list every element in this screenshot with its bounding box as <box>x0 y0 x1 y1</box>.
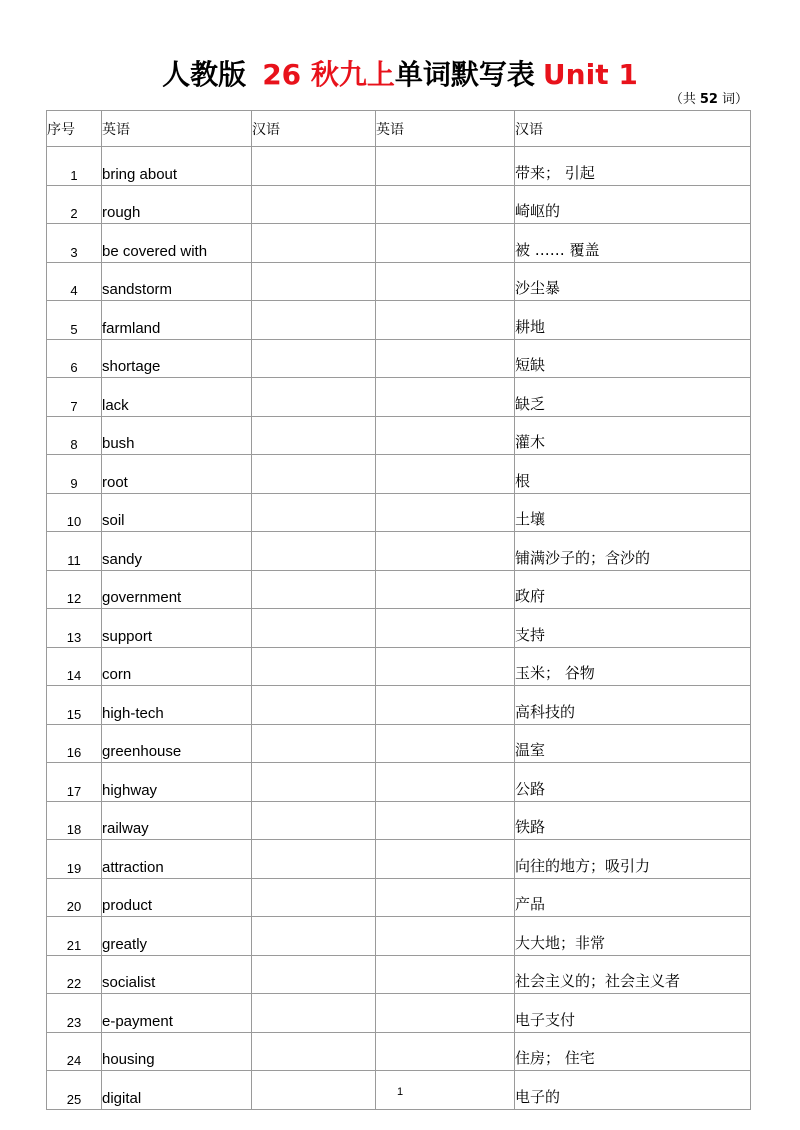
english-answer-blank[interactable] <box>376 570 515 609</box>
title-main: 单词默写表 <box>394 58 535 91</box>
title-unit: Unit 1 <box>542 58 638 91</box>
english-answer-blank[interactable] <box>376 532 515 571</box>
chinese-answer-blank[interactable] <box>252 339 376 378</box>
table-row <box>47 801 751 840</box>
table-row <box>47 724 751 763</box>
word-count-close: 词） <box>721 92 748 107</box>
chinese-answer-blank[interactable] <box>252 493 376 532</box>
row-number: 12 <box>47 570 102 609</box>
english-word: sandstorm <box>102 262 252 301</box>
chinese-answer-blank[interactable] <box>252 455 376 494</box>
word-count-open: （共 <box>669 92 696 107</box>
row-number: 23 <box>47 994 102 1033</box>
table-row <box>47 1032 751 1071</box>
vocabulary-table <box>46 110 751 1110</box>
english-word: railway <box>102 801 252 840</box>
chinese-meaning: 社会主义的；社会主义者 <box>515 955 751 994</box>
table-row <box>47 339 751 378</box>
english-answer-blank[interactable] <box>376 647 515 686</box>
english-answer-blank[interactable] <box>376 763 515 802</box>
word-count <box>670 92 748 108</box>
row-number: 16 <box>47 724 102 763</box>
header-english-blank: 英语 <box>376 111 515 147</box>
english-word: lack <box>102 378 252 417</box>
row-number: 5 <box>47 301 102 340</box>
table-row <box>47 493 751 532</box>
table-row <box>47 262 751 301</box>
row-number: 13 <box>47 609 102 648</box>
row-number: 24 <box>47 1032 102 1071</box>
row-number: 3 <box>47 224 102 263</box>
english-word: support <box>102 609 252 648</box>
title-highlight: 26 秋九上 <box>262 58 395 91</box>
row-number: 20 <box>47 878 102 917</box>
row-number: 15 <box>47 686 102 725</box>
chinese-meaning: 根 <box>515 455 751 494</box>
chinese-answer-blank[interactable] <box>252 570 376 609</box>
row-number: 8 <box>47 416 102 455</box>
chinese-answer-blank[interactable] <box>252 224 376 263</box>
chinese-answer-blank[interactable] <box>252 878 376 917</box>
chinese-answer-blank[interactable] <box>252 686 376 725</box>
chinese-answer-blank[interactable] <box>252 416 376 455</box>
chinese-meaning: 土壤 <box>515 493 751 532</box>
english-answer-blank[interactable] <box>376 724 515 763</box>
header-number: 序号 <box>47 111 102 147</box>
english-word: bush <box>102 416 252 455</box>
chinese-answer-blank[interactable] <box>252 994 376 1033</box>
row-number: 18 <box>47 801 102 840</box>
chinese-meaning: 电子的 <box>515 1071 751 1110</box>
chinese-answer-blank[interactable] <box>252 378 376 417</box>
english-word: farmland <box>102 301 252 340</box>
table-row <box>47 532 751 571</box>
row-number: 9 <box>47 455 102 494</box>
row-number: 21 <box>47 917 102 956</box>
english-answer-blank[interactable] <box>376 840 515 879</box>
page-number: 1 <box>396 1086 404 1098</box>
chinese-answer-blank[interactable] <box>252 262 376 301</box>
english-answer-blank[interactable] <box>376 301 515 340</box>
chinese-meaning: 大大地；非常 <box>515 917 751 956</box>
english-word: be covered with <box>102 224 252 263</box>
header-chinese: 汉语 <box>515 111 751 147</box>
chinese-meaning: 被 …… 覆盖 <box>515 224 751 263</box>
english-word: high-tech <box>102 686 252 725</box>
row-number: 7 <box>47 378 102 417</box>
chinese-answer-blank[interactable] <box>252 955 376 994</box>
english-word: soil <box>102 493 252 532</box>
row-number: 25 <box>47 1071 102 1110</box>
chinese-answer-blank[interactable] <box>252 1032 376 1071</box>
table-row <box>47 840 751 879</box>
table-row <box>47 955 751 994</box>
row-number: 22 <box>47 955 102 994</box>
chinese-meaning: 带来； 引起 <box>515 147 751 186</box>
table-row <box>47 917 751 956</box>
page-title <box>0 55 800 95</box>
chinese-meaning: 沙尘暴 <box>515 262 751 301</box>
table-row <box>47 609 751 648</box>
chinese-meaning: 政府 <box>515 570 751 609</box>
chinese-meaning: 铁路 <box>515 801 751 840</box>
chinese-meaning: 高科技的 <box>515 686 751 725</box>
chinese-answer-blank[interactable] <box>252 532 376 571</box>
english-word: greatly <box>102 917 252 956</box>
table-row <box>47 686 751 725</box>
english-answer-blank[interactable] <box>376 185 515 224</box>
row-number: 6 <box>47 339 102 378</box>
title-prefix: 人教版 <box>162 58 247 91</box>
row-number: 2 <box>47 185 102 224</box>
table-row <box>47 878 751 917</box>
chinese-answer-blank[interactable] <box>252 185 376 224</box>
table-row <box>47 416 751 455</box>
chinese-answer-blank[interactable] <box>252 724 376 763</box>
english-answer-blank[interactable] <box>376 955 515 994</box>
word-count-value: 52 <box>699 92 718 107</box>
table-row <box>47 994 751 1033</box>
chinese-answer-blank[interactable] <box>252 609 376 648</box>
english-answer-blank[interactable] <box>376 994 515 1033</box>
english-answer-blank[interactable] <box>376 378 515 417</box>
table-row <box>47 455 751 494</box>
english-answer-blank[interactable] <box>376 224 515 263</box>
chinese-meaning: 公路 <box>515 763 751 802</box>
table-row <box>47 301 751 340</box>
english-word: shortage <box>102 339 252 378</box>
row-number: 17 <box>47 763 102 802</box>
chinese-meaning: 住房； 住宅 <box>515 1032 751 1071</box>
chinese-meaning: 崎岖的 <box>515 185 751 224</box>
english-word: attraction <box>102 840 252 879</box>
english-answer-blank[interactable] <box>376 609 515 648</box>
table-row <box>47 763 751 802</box>
table-row <box>47 570 751 609</box>
english-answer-blank[interactable] <box>376 493 515 532</box>
english-word: e-payment <box>102 994 252 1033</box>
chinese-meaning: 支持 <box>515 609 751 648</box>
table-row <box>47 185 751 224</box>
english-answer-blank[interactable] <box>376 262 515 301</box>
english-answer-blank[interactable] <box>376 917 515 956</box>
chinese-answer-blank[interactable] <box>252 840 376 879</box>
english-word: rough <box>102 185 252 224</box>
chinese-answer-blank[interactable] <box>252 763 376 802</box>
table-row <box>47 378 751 417</box>
english-word: bring about <box>102 147 252 186</box>
chinese-meaning: 缺乏 <box>515 378 751 417</box>
chinese-answer-blank[interactable] <box>252 147 376 186</box>
chinese-answer-blank[interactable] <box>252 647 376 686</box>
english-word: government <box>102 570 252 609</box>
english-word: socialist <box>102 955 252 994</box>
chinese-meaning: 电子支付 <box>515 994 751 1033</box>
english-answer-blank[interactable] <box>376 339 515 378</box>
table-row <box>47 224 751 263</box>
english-word: digital <box>102 1071 252 1110</box>
english-word: corn <box>102 647 252 686</box>
english-word: root <box>102 455 252 494</box>
chinese-meaning: 短缺 <box>515 339 751 378</box>
chinese-meaning: 灌木 <box>515 416 751 455</box>
chinese-meaning: 温室 <box>515 724 751 763</box>
row-number: 4 <box>47 262 102 301</box>
chinese-meaning: 耕地 <box>515 301 751 340</box>
header-english: 英语 <box>102 111 252 147</box>
english-word: sandy <box>102 532 252 571</box>
row-number: 1 <box>47 147 102 186</box>
english-word: greenhouse <box>102 724 252 763</box>
chinese-answer-blank[interactable] <box>252 917 376 956</box>
english-word: highway <box>102 763 252 802</box>
english-answer-blank[interactable] <box>376 686 515 725</box>
chinese-meaning: 玉米； 谷物 <box>515 647 751 686</box>
chinese-meaning: 向往的地方；吸引力 <box>515 840 751 879</box>
english-word: product <box>102 878 252 917</box>
english-word: housing <box>102 1032 252 1071</box>
row-number: 10 <box>47 493 102 532</box>
row-number: 11 <box>47 532 102 571</box>
english-answer-blank[interactable] <box>376 147 515 186</box>
row-number: 19 <box>47 840 102 879</box>
chinese-meaning: 产品 <box>515 878 751 917</box>
english-answer-blank[interactable] <box>376 801 515 840</box>
english-answer-blank[interactable] <box>376 455 515 494</box>
chinese-answer-blank[interactable] <box>252 301 376 340</box>
english-answer-blank[interactable] <box>376 878 515 917</box>
chinese-meaning: 铺满沙子的；含沙的 <box>515 532 751 571</box>
table-row <box>47 647 751 686</box>
english-answer-blank[interactable] <box>376 416 515 455</box>
table-row <box>47 147 751 186</box>
table-header-row <box>47 111 751 147</box>
row-number: 14 <box>47 647 102 686</box>
header-chinese-blank: 汉语 <box>252 111 376 147</box>
chinese-answer-blank[interactable] <box>252 801 376 840</box>
english-answer-blank[interactable] <box>376 1032 515 1071</box>
